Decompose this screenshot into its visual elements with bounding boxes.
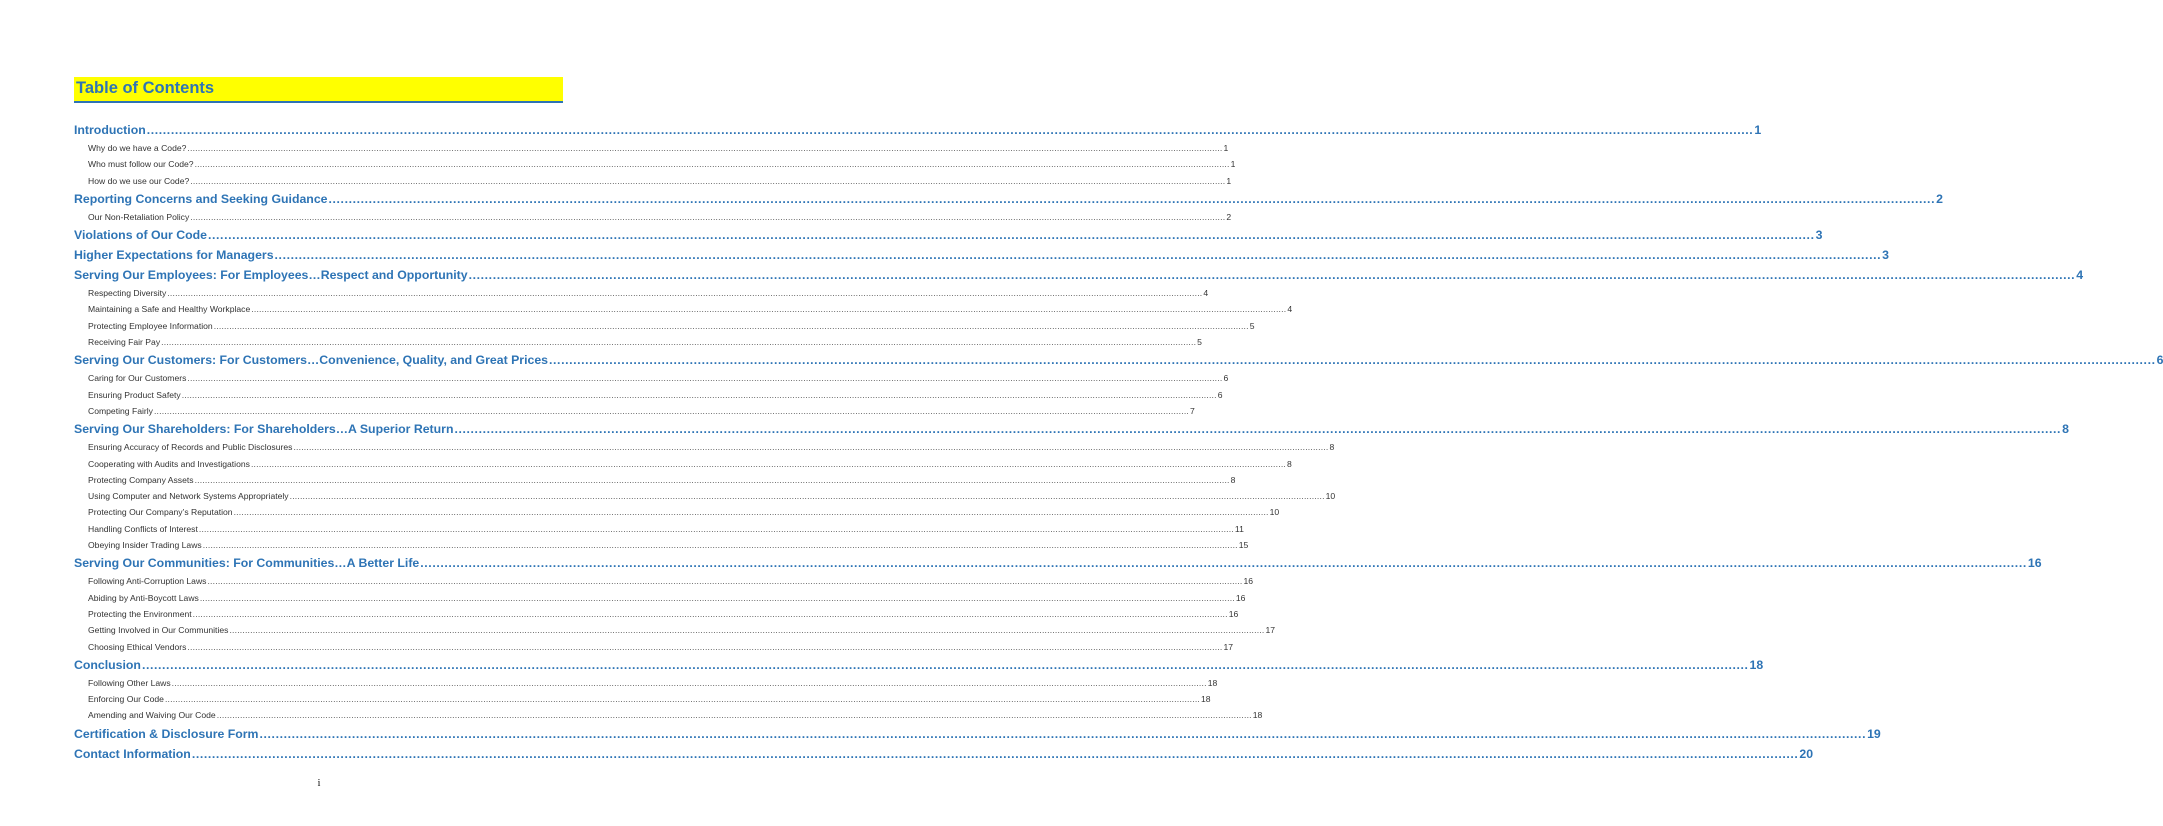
toc-entry-label: Violations of Our Code <box>74 228 207 243</box>
toc-entry-page-number: 15 <box>1238 540 1249 551</box>
toc-entry-page-number: 8 <box>1230 474 1236 485</box>
toc-entry[interactable] <box>74 189 1943 209</box>
toc-entry-page-number: 8 <box>2062 422 2069 437</box>
dot-leader: ................................................................................................................................................................................................................................................................................................................................................................................................................ <box>549 353 2156 368</box>
dot-leader: ................................................................................................................................................................................................................................................................................................................................................................................................................ <box>191 746 1799 761</box>
toc-subentry[interactable] <box>74 285 1209 301</box>
toc-subentry[interactable] <box>74 334 1202 350</box>
dot-leader: ................................................................................................................................................................................................................................................................................................................................................................................................................ <box>194 159 1230 170</box>
dot-leader: ................................................................................................................................................................................................................................................................................................................................................................................................................ <box>202 540 1238 551</box>
toc-entry-page-number: 3 <box>1882 248 1889 263</box>
toc-entry-label: Contact Information <box>74 746 191 761</box>
toc-entry-label: Using Computer and Network Systems Appropriately <box>88 491 289 502</box>
dot-leader: ................................................................................................................................................................................................................................................................................................................................................................................................................ <box>293 442 1329 453</box>
toc-entry-page-number: 10 <box>1325 491 1336 502</box>
dot-leader: ................................................................................................................................................................................................................................................................................................................................................................................................................ <box>420 556 2027 571</box>
dot-leader: ................................................................................................................................................................................................................................................................................................................................................................................................................ <box>190 175 1226 186</box>
toc-entry-page-number: 1 <box>1226 175 1232 186</box>
toc-entry-page-number: 8 <box>1287 458 1292 469</box>
toc-subentry[interactable] <box>74 370 1229 386</box>
toc-entry-page-number: 11 <box>1234 523 1244 534</box>
dot-leader: ................................................................................................................................................................................................................................................................................................................................................................................................................ <box>250 458 1286 469</box>
toc-entry-page-number: 6 <box>1217 389 1223 400</box>
toc-entry-page-number: 4 <box>1203 288 1209 299</box>
toc-entry-label: Maintaining a Safe and Healthy Workplace <box>88 304 251 315</box>
toc-subentry[interactable] <box>74 456 1292 472</box>
toc-entry-page-number: 1 <box>1223 143 1229 153</box>
toc-title-banner <box>74 77 563 103</box>
toc-entry[interactable] <box>74 655 1764 675</box>
toc-entry-label: Protecting Our Company’s Reputation <box>88 507 233 518</box>
toc-subentry[interactable] <box>74 387 1223 403</box>
toc-entry-page-number: 16 <box>1235 592 1246 603</box>
toc-entry-label: Enforcing Our Code <box>88 694 164 705</box>
toc-entry[interactable] <box>74 245 1889 265</box>
toc-entry-label: Protecting Employee Information <box>88 320 213 331</box>
dot-leader: ................................................................................................................................................................................................................................................................................................................................................................................................................ <box>233 507 1269 518</box>
toc-title: Table of Contents <box>76 79 215 97</box>
toc-entry-label: Serving Our Customers: For Customers…Convenience, Quality, and Great Prices <box>74 353 549 368</box>
toc-subentry[interactable] <box>74 318 1255 334</box>
dot-leader: ................................................................................................................................................................................................................................................................................................................................................................................................................ <box>161 337 1197 348</box>
toc-entry[interactable] <box>74 724 1881 744</box>
toc-entry-page-number: 18 <box>1201 694 1211 705</box>
dot-leader: ................................................................................................................................................................................................................................................................................................................................................................................................................ <box>192 608 1228 619</box>
toc-entry-page-number: 17 <box>1265 625 1276 636</box>
toc-entry-page-number: 1 <box>1754 123 1762 137</box>
toc-subentry[interactable] <box>74 537 1249 553</box>
toc-entry-page-number: 10 <box>1269 507 1280 518</box>
toc-entry[interactable] <box>74 350 2163 370</box>
toc-entry-label: Protecting Company Assets <box>88 474 194 485</box>
toc-entry-label: Why do we have a Code? <box>88 143 187 153</box>
toc-entry-page-number: 16 <box>1243 576 1254 587</box>
toc-entry-label: How do we use our Code? <box>88 175 190 186</box>
toc-entry-label: Who must follow our Code? <box>88 159 194 170</box>
dot-leader: ................................................................................................................................................................................................................................................................................................................................................................................................................ <box>187 143 1223 153</box>
dot-leader: ................................................................................................................................................................................................................................................................................................................................................................................................................ <box>208 228 1815 243</box>
dot-leader: ................................................................................................................................................................................................................................................................................................................................................................................................................ <box>213 320 1249 331</box>
dot-leader: ................................................................................................................................................................................................................................................................................................................................................................................................................ <box>194 474 1230 485</box>
toc-entry[interactable] <box>74 744 1814 764</box>
toc-entry-page-number: 18 <box>1749 657 1764 672</box>
toc-subentry[interactable] <box>74 590 1246 606</box>
dot-leader: ................................................................................................................................................................................................................................................................................................................................................................................................................ <box>167 288 1203 299</box>
toc-entry-label: Respecting Diversity <box>88 288 167 299</box>
toc-entry-label: Ensuring Product Safety <box>88 389 181 400</box>
toc-subentry[interactable] <box>74 606 1239 622</box>
toc-entry-label: Amending and Waiving Our Code <box>88 710 216 721</box>
toc-entry-label: Handling Conflicts of Interest <box>88 523 198 534</box>
toc-entry-label: Serving Our Employees: For Employees…Respect and Opportunity <box>74 268 468 283</box>
toc-entry-page-number: 4 <box>2076 268 2084 283</box>
toc-entry-label: Certification & Disclosure Form <box>74 726 259 741</box>
dot-leader: ................................................................................................................................................................................................................................................................................................................................................................................................................ <box>274 248 1882 263</box>
toc-entry-page-number: 16 <box>1228 608 1239 619</box>
toc-subentry[interactable] <box>74 156 1236 172</box>
toc-entry-label: Competing Fairly <box>88 405 153 416</box>
dot-leader: ................................................................................................................................................................................................................................................................................................................................................................................................................ <box>164 694 1200 705</box>
toc-entry-page-number: 17 <box>1223 641 1234 652</box>
dot-leader: ................................................................................................................................................................................................................................................................................................................................................................................................................ <box>229 625 1265 636</box>
toc-entry[interactable] <box>74 419 2069 439</box>
toc-entry-label: Serving Our Shareholders: For Shareholders…A Superior Return <box>74 422 454 437</box>
toc-entry-label: Protecting the Environment <box>88 608 192 619</box>
toc-list <box>74 120 2163 764</box>
dot-leader: ................................................................................................................................................................................................................................................................................................................................................................................................................ <box>146 123 1754 137</box>
dot-leader: ................................................................................................................................................................................................................................................................................................................................................................................................................ <box>289 491 1325 502</box>
dot-leader: ................................................................................................................................................................................................................................................................................................................................................................................................................ <box>141 657 1749 672</box>
toc-entry-page-number: 8 <box>1329 442 1335 453</box>
toc-entry[interactable] <box>74 225 1823 245</box>
toc-subentry[interactable] <box>74 675 1218 691</box>
dot-leader: ................................................................................................................................................................................................................................................................................................................................................................................................................ <box>181 389 1217 400</box>
dot-leader: ................................................................................................................................................................................................................................................................................................................................................................................................................ <box>198 523 1234 534</box>
toc-entry-page-number: 4 <box>1287 304 1293 315</box>
toc-entry[interactable] <box>74 553 2042 573</box>
dot-leader: ................................................................................................................................................................................................................................................................................................................................................................................................................ <box>187 373 1223 384</box>
toc-entry-page-number: 7 <box>1190 405 1195 416</box>
toc-subentry[interactable] <box>74 472 1236 488</box>
toc-entry-page-number: 18 <box>1207 677 1218 688</box>
toc-entry-label: Following Anti-Corruption Laws <box>88 576 207 587</box>
toc-subentry[interactable] <box>74 403 1195 419</box>
dot-leader: ................................................................................................................................................................................................................................................................................................................................................................................................................ <box>259 726 1867 741</box>
toc-entry-label: Our Non-Retaliation Policy <box>88 211 190 222</box>
toc-entry-label: Introduction <box>74 123 146 137</box>
dot-leader: ................................................................................................................................................................................................................................................................................................................................................................................................................ <box>454 422 2062 437</box>
toc-subentry[interactable] <box>74 691 1211 707</box>
toc-entry-page-number: 3 <box>1815 228 1823 243</box>
toc-entry-label: Obeying Insider Trading Laws <box>88 540 202 551</box>
dot-leader: ................................................................................................................................................................................................................................................................................................................................................................................................................ <box>199 592 1235 603</box>
toc-entry-label: Serving Our Communities: For Communities…A Better Life <box>74 556 420 571</box>
toc-entry-label: Cooperating with Audits and Investigations <box>88 458 250 469</box>
dot-leader: ................................................................................................................................................................................................................................................................................................................................................................................................................ <box>171 677 1207 688</box>
toc-entry-label: Following Other Laws <box>88 677 171 688</box>
toc-subentry[interactable] <box>74 173 1232 189</box>
toc-entry-label: Getting Involved in Our Communities <box>88 625 229 636</box>
toc-entry[interactable] <box>74 120 1762 140</box>
toc-subentry[interactable] <box>74 521 1244 537</box>
toc-subentry[interactable] <box>74 504 1280 520</box>
toc-subentry[interactable] <box>74 573 1254 589</box>
toc-entry-page-number: 16 <box>2027 556 2042 571</box>
toc-entry-label: Higher Expectations for Managers <box>74 248 274 263</box>
toc-entry-label: Conclusion <box>74 657 141 672</box>
toc-subentry[interactable] <box>74 140 1229 156</box>
dot-leader: ................................................................................................................................................................................................................................................................................................................................................................................................................ <box>468 268 2076 283</box>
toc-subentry[interactable] <box>74 488 1336 504</box>
dot-leader: ................................................................................................................................................................................................................................................................................................................................................................................................................ <box>251 304 1287 315</box>
toc-subentry[interactable] <box>74 639 1234 655</box>
toc-entry-page-number: 2 <box>1936 191 1943 206</box>
dot-leader: ................................................................................................................................................................................................................................................................................................................................................................................................................ <box>207 576 1243 587</box>
toc-entry-page-number: 20 <box>1799 746 1814 761</box>
toc-entry-label: Abiding by Anti-Boycott Laws <box>88 592 199 603</box>
toc-subentry[interactable] <box>74 707 1263 723</box>
toc-entry[interactable] <box>74 265 2084 285</box>
toc-entry-page-number: 5 <box>1197 337 1202 348</box>
toc-entry-label: Choosing Ethical Vendors <box>88 641 187 652</box>
toc-entry-page-number: 2 <box>1226 211 1232 222</box>
toc-subentry[interactable] <box>74 439 1335 455</box>
toc-entry-label: Receiving Fair Pay <box>88 337 161 348</box>
toc-entry-page-number: 1 <box>1230 159 1236 170</box>
toc-subentry[interactable] <box>74 622 1276 638</box>
toc-subentry[interactable] <box>74 301 1293 317</box>
dot-leader: ................................................................................................................................................................................................................................................................................................................................................................................................................ <box>190 211 1226 222</box>
toc-entry-page-number: 5 <box>1249 320 1255 331</box>
toc-entry-page-number: 6 <box>2156 353 2163 368</box>
toc-entry-page-number: 6 <box>1223 373 1229 384</box>
toc-entry-label: Reporting Concerns and Seeking Guidance <box>74 191 328 206</box>
dot-leader: ................................................................................................................................................................................................................................................................................................................................................................................................................ <box>216 710 1252 721</box>
page-number: i <box>317 778 321 789</box>
dot-leader: ................................................................................................................................................................................................................................................................................................................................................................................................................ <box>153 405 1189 416</box>
dot-leader: ................................................................................................................................................................................................................................................................................................................................................................................................................ <box>187 641 1223 652</box>
dot-leader: ................................................................................................................................................................................................................................................................................................................................................................................................................ <box>328 191 1936 206</box>
toc-entry-label: Caring for Our Customers <box>88 373 187 384</box>
toc-entry-page-number: 18 <box>1252 710 1263 721</box>
toc-subentry[interactable] <box>74 209 1232 225</box>
toc-entry-label: Ensuring Accuracy of Records and Public Disclosures <box>88 442 293 453</box>
toc-entry-page-number: 19 <box>1867 726 1881 741</box>
